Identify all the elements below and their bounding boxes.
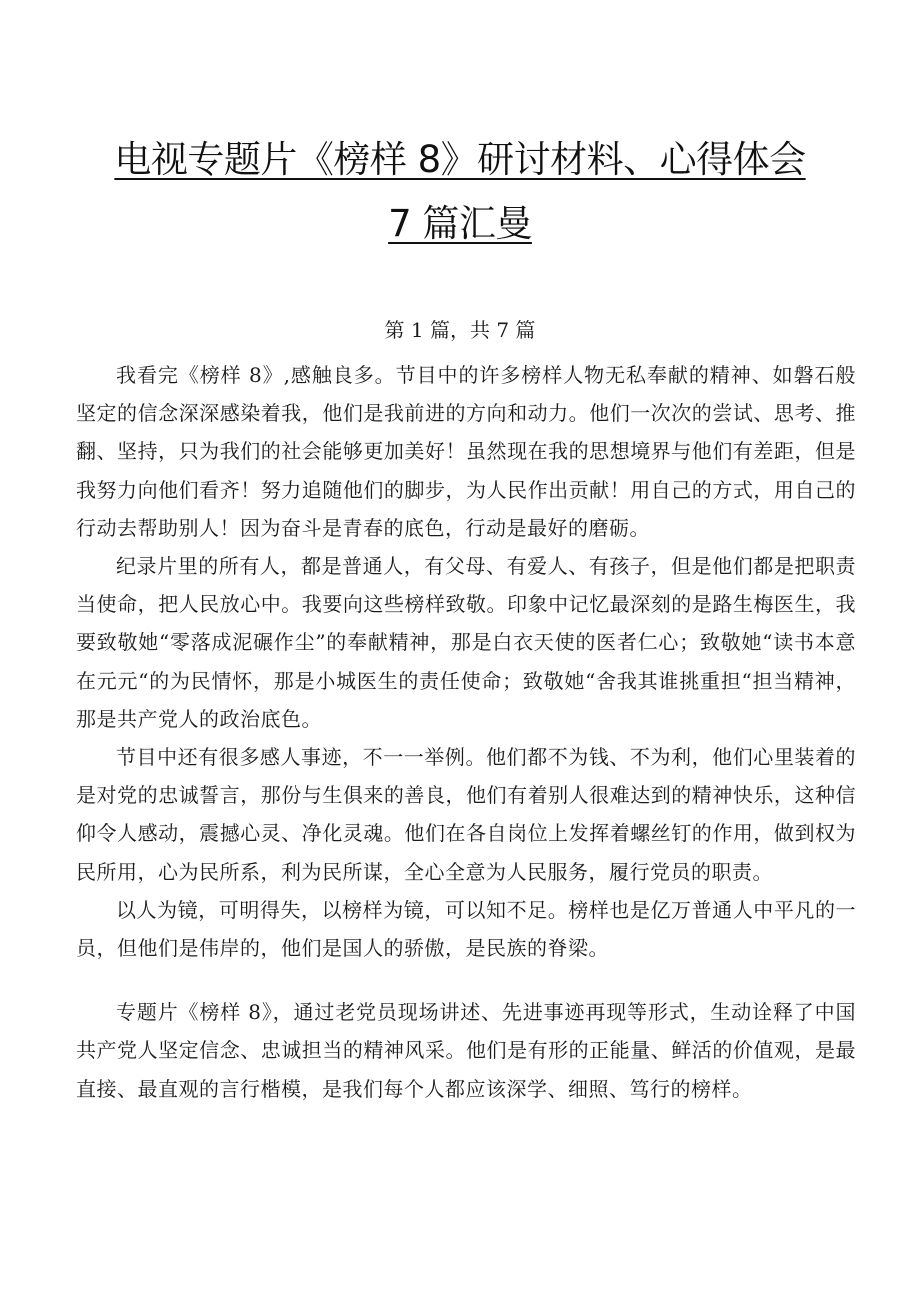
paragraph-gap <box>76 967 856 993</box>
document-title: 电视专题片《榜样 8》研讨材料、心得体会 7 篇汇曼 <box>114 138 806 245</box>
document-body <box>76 356 856 1108</box>
paragraph-3: 节目中还有很多感人事迹，不一一举例。他们都不为钱、不为利，他们心里装着的是对党的忠诚誓言，那份与生俱来的善良，他们有着别人很难达到的精神快乐，这种信仰令人感动，震撼心灵、净化灵魂。他们在各自岗位上发挥着螺丝钉的作用，做到权为民所用，心为民所系，利为民所谋，全心全意为人民服务，履行党员的职责。 <box>76 745 856 884</box>
paragraph-5: 专题片《榜样 8》，通过老党员现场讲述、先进事迹再现等形式，生动诠释了中国共产党人坚定信念、忠诚担当的精神风采。他们是有形的正能量、鲜活的价值观，是最直接、最直观的言行楷模，是我们每个人都应该深学、细照、笃行的榜样。 <box>76 1000 856 1101</box>
part-label: 第 1 篇，共 7 篇 <box>384 318 536 342</box>
paragraph-1: 我看完《榜样 8》,感触良多。节目中的许多榜样人物无私奉献的精神、如磐石般坚定的信念深深感染着我，他们是我前进的方向和动力。他们一次次的尝试、思考、推翻、坚持，只为我们的社会能够更加美好！虽然现在我的思想境界与他们有差距，但是我努力向他们看齐！努力追随他们的脚步，为人民作出贡献！用自己的方式，用自己的行动去帮助别人！因为奋斗是青春的底色，行动是最好的磨砺。 <box>76 363 856 540</box>
paragraph-4: 以人为镜，可明得失，以榜样为镜，可以知不足。榜样也是亿万普通人中平凡的一员，但他们是伟岸的，他们是国人的骄傲，是民族的脊梁。 <box>76 897 856 961</box>
paragraph-2: 纪录片里的所有人，都是普通人，有父母、有爱人、有孩子，但是他们都是把职责当使命，把人民放心中。我要向这些榜样致敬。印象中记忆最深刻的是路生梅医生，我要致敬她“零落成泥碾作尘”的奉献精神，那是白衣天使的医者仁心；致敬她“读书本意在元元“的为民情怀，那是小城医生的责任使命；致敬她“舍我其谁挑重担“担当精神，那是共产党人的政治底色。 <box>76 554 856 731</box>
